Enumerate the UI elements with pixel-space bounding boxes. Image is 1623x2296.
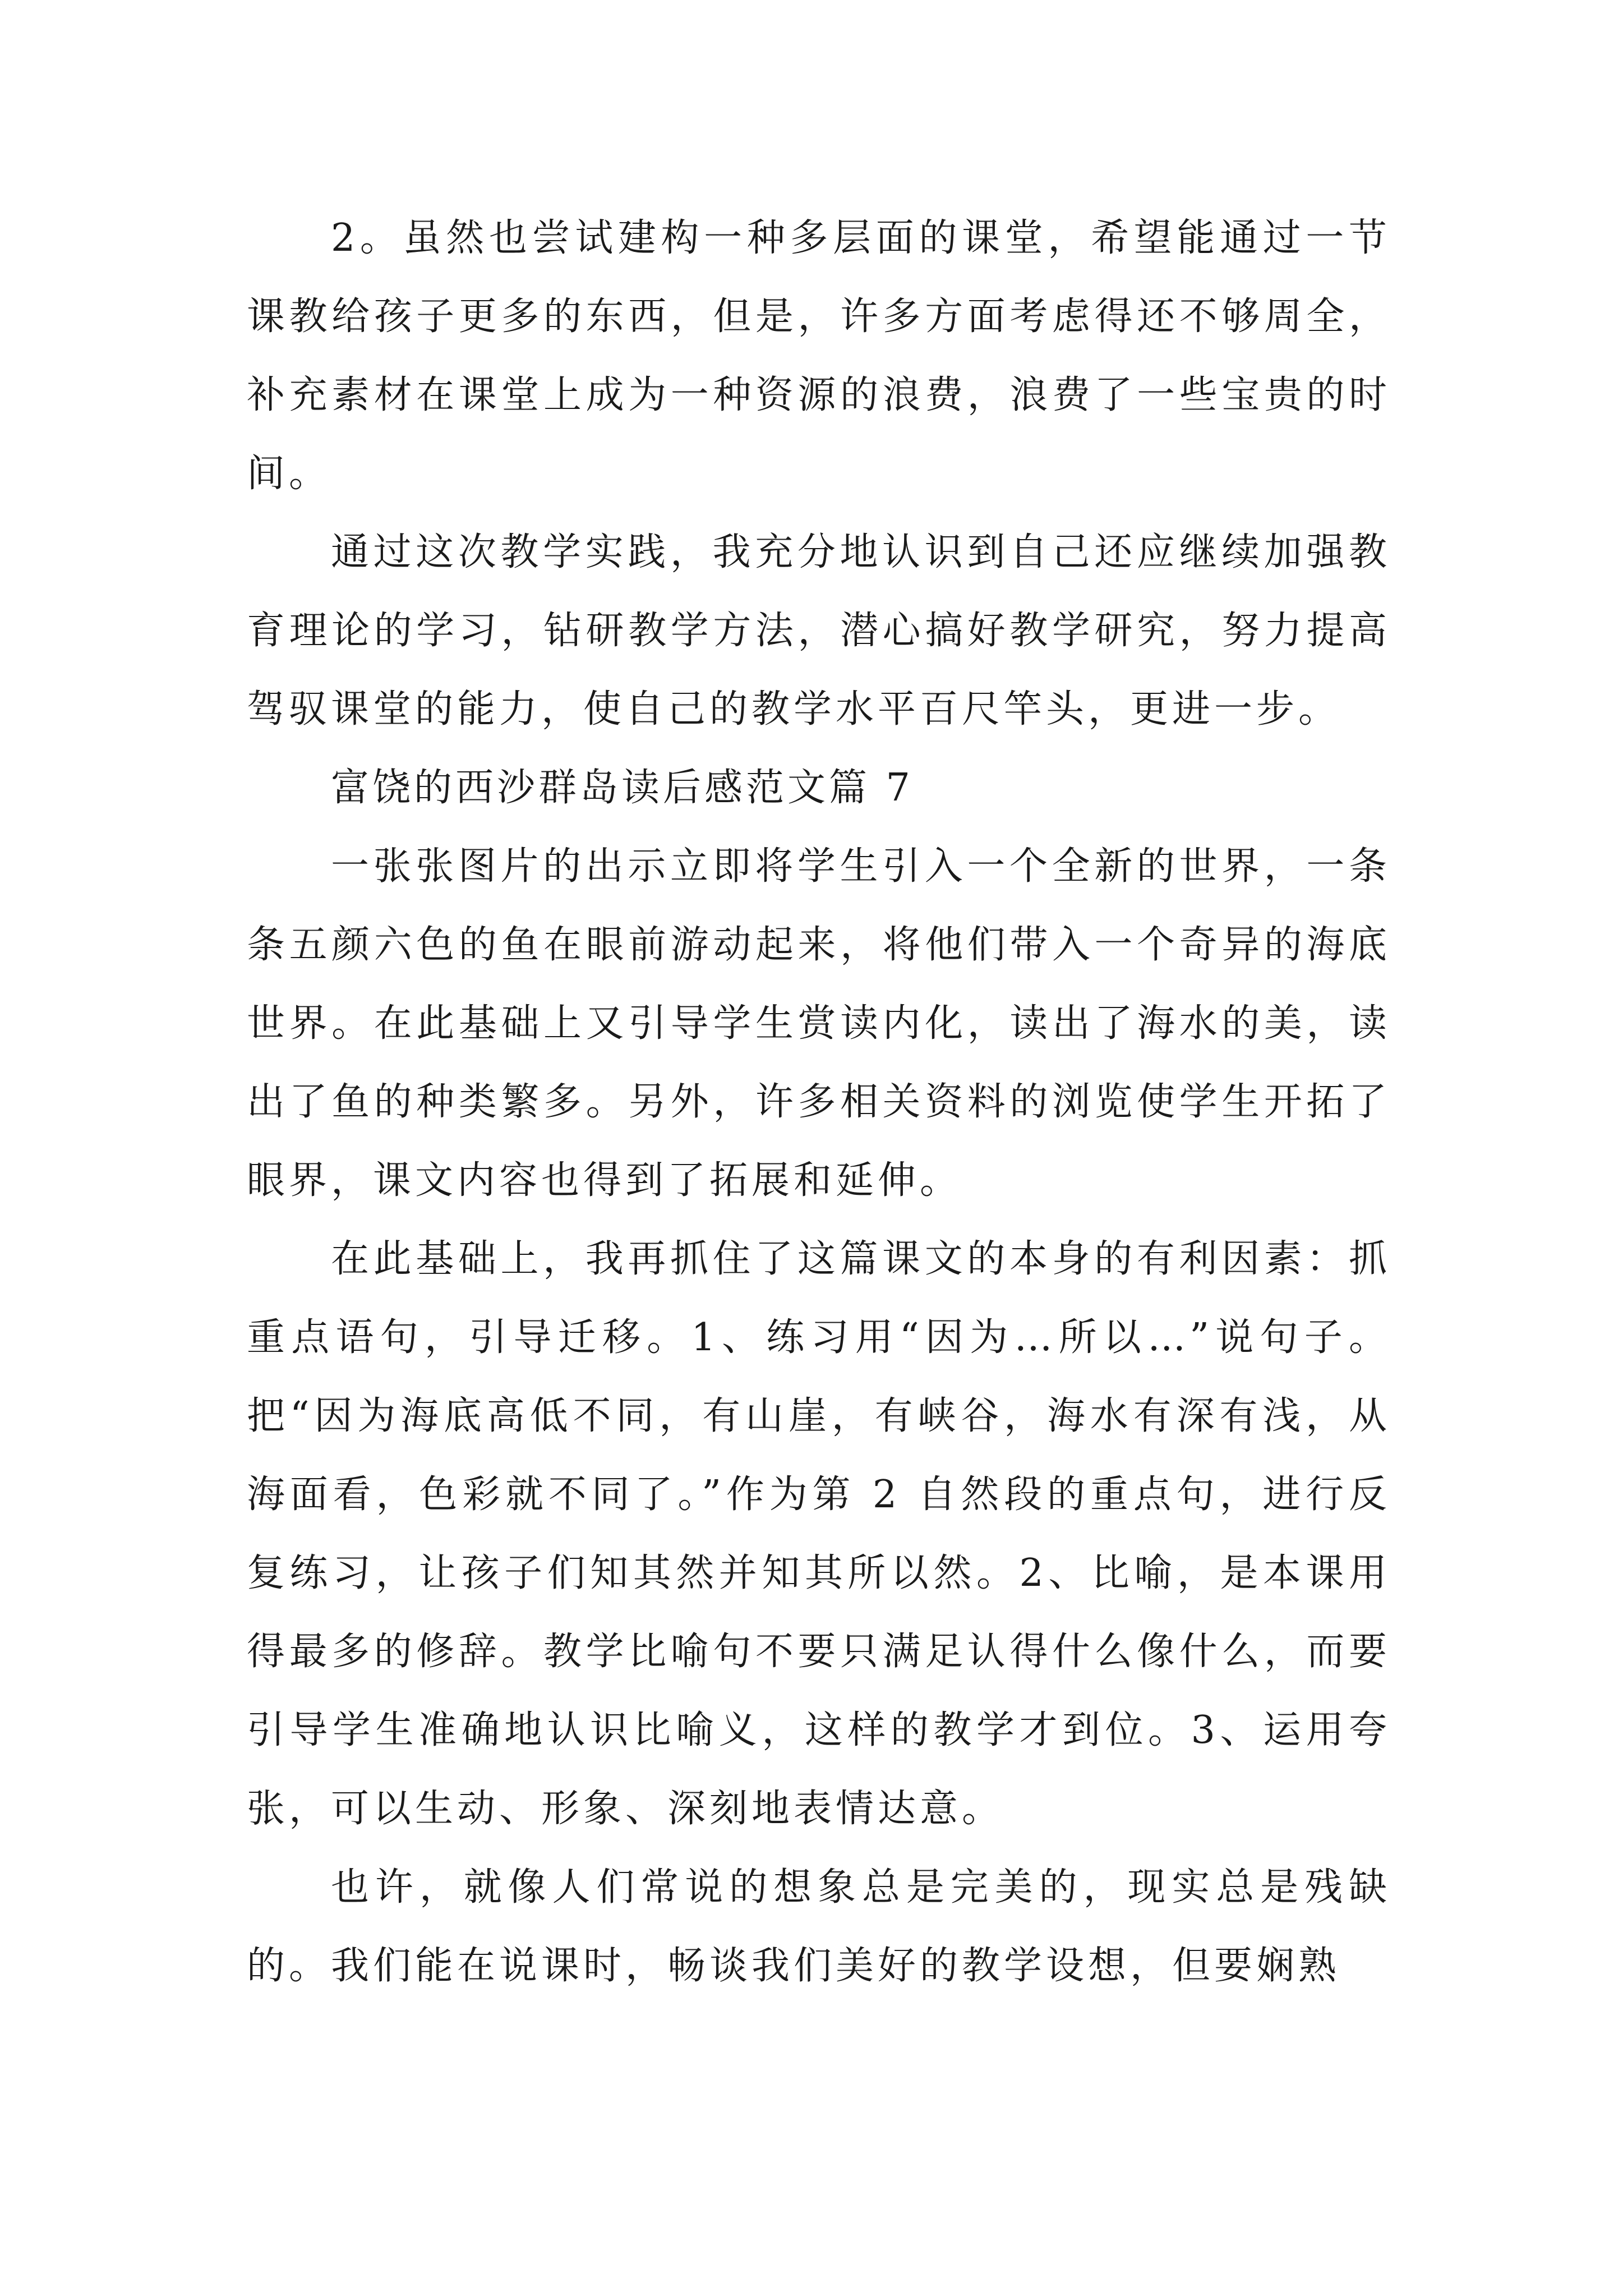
paragraph-reflection-2: 2。虽然也尝试建构一种多层面的课堂，希望能通过一节课教给孩子更多的东西，但是，许多方面考虑得还不够周全，补充素材在课堂上成为一种资源的浪费，浪费了一些宝贵的时间。 xyxy=(247,216,1391,496)
paragraph-images-intro: 一张张图片的出示立即将学生引入一个全新的世界，一条条五颜六色的鱼在眼前游动起来，将他们带入一个奇异的海底世界。在此基础上又引导学生赏读内化，读出了海水的美，读出了鱼的种类繁多。另外，许多相关资料的浏览使学生开拓了眼界，课文内容也得到了拓展和延伸。 xyxy=(247,844,1391,1203)
paragraph-key-sentences: 在此基础上，我再抓住了这篇课文的本身的有利因素：抓重点语句，引导迁移。1、练习用“因为…所以…”说句子。把“因为海底高低不同，有山崖，有峡谷，海水有深有浅，从海面看，色彩就不同了。”作为第 2 自然段的重点句，进行反复练习，让孩子们知其然并知其所以然。2、比喻，是本课用得最多的修辞。教学比喻句不要只满足认得什么像什么，而要引导学生准确地认识比喻义，这样的教学才到位。3、运用夸张，可以生动、形象、深刻地表情达意。 xyxy=(247,1237,1391,1831)
section-heading: 富饶的西沙群岛读后感范文篇 7 xyxy=(331,766,914,810)
paragraph-imagination: 也许，就像人们常说的想象总是完美的，现实总是残缺的。我们能在说课时，畅谈我们美好的教学设想，但要娴熟 xyxy=(247,1865,1391,1988)
paragraph-conclusion: 通过这次教学实践，我充分地认识到自己还应继续加强教育理论的学习，钻研教学方法，潜心搞好教学研究，努力提高驾驭课堂的能力，使自己的教学水平百尺竿头，更进一步。 xyxy=(247,530,1391,731)
document-page xyxy=(247,199,1391,2005)
